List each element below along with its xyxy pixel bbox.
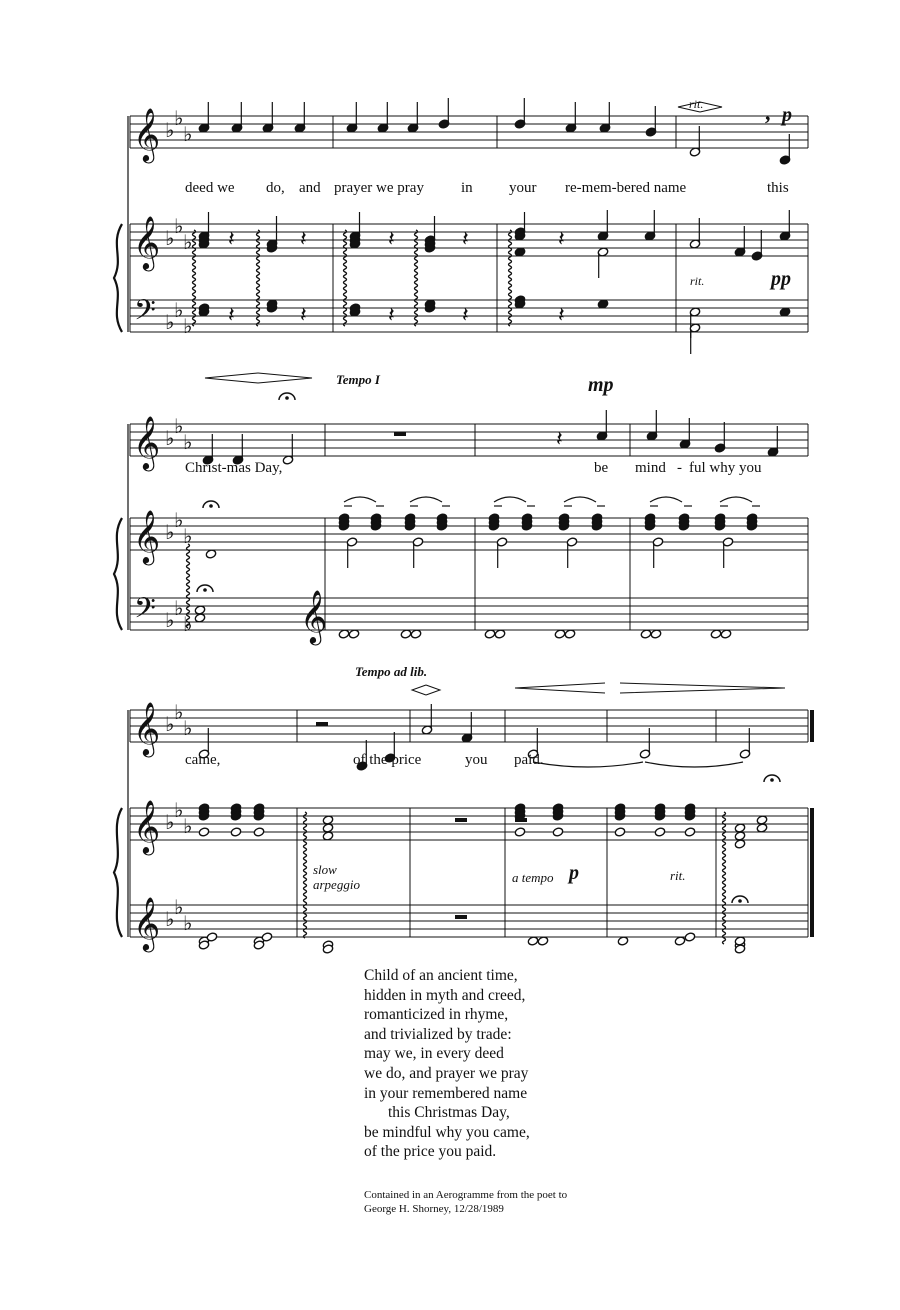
piano-brace	[114, 518, 122, 630]
rest: 𝄽	[462, 303, 469, 328]
decrescendo-hairpin	[426, 685, 440, 695]
source-note	[364, 1188, 567, 1216]
tie	[645, 762, 743, 767]
arpeggio-sign	[415, 230, 418, 326]
performance-direction: arpeggio	[313, 877, 360, 892]
notehead	[654, 827, 665, 837]
dynamic-piano: p	[569, 862, 579, 884]
dynamic-mezzo-piano: mp	[588, 374, 614, 396]
poem-line: this Christmas Day,	[388, 1104, 510, 1122]
flat-sign: ♭	[183, 814, 193, 838]
rest: 𝄽	[228, 303, 235, 328]
crescendo-hairpin	[412, 685, 426, 695]
flat-sign: ♭	[174, 298, 184, 322]
poem-line: hidden in myth and creed,	[364, 986, 526, 1004]
lyric-syllable: -	[677, 460, 682, 476]
lyric-syllable: Christ-mas Day,	[185, 460, 283, 476]
treble-clef: 𝄞	[300, 589, 328, 643]
lyric-syllable: of the price	[353, 752, 422, 768]
whole-rest	[394, 432, 406, 436]
flat-sign: ♭	[165, 907, 175, 931]
whole-rest	[455, 818, 467, 822]
rest: 𝄽	[558, 227, 565, 252]
flat-sign: ♭	[183, 524, 193, 548]
piano-brace	[114, 224, 122, 332]
slur	[564, 497, 596, 502]
rest: 𝄽	[462, 227, 469, 252]
tempo-mark: Tempo I	[336, 372, 380, 387]
flat-sign: ♭	[165, 118, 175, 142]
ritardando-mark: rit.	[689, 97, 704, 111]
fermata-dot	[203, 588, 207, 592]
lyric-syllable: and	[299, 180, 321, 196]
performance-direction: slow	[313, 862, 337, 877]
flat-sign: ♭	[183, 430, 193, 454]
whole-rest	[515, 818, 527, 822]
treble-clef: 𝄞	[133, 701, 161, 755]
ritardando-mark: rit.	[670, 868, 686, 883]
flat-sign: ♭	[183, 122, 193, 146]
lyric-syllable: be	[594, 460, 609, 476]
arpeggio-sign	[257, 230, 260, 326]
lyric-syllable: do,	[266, 180, 285, 196]
tie	[533, 762, 643, 767]
lyric-syllable: came,	[185, 752, 221, 768]
dynamic-piano: p	[782, 104, 792, 126]
source-note-line: Contained in an Aerogramme from the poet to	[364, 1189, 568, 1201]
treble-clef: 𝄞	[133, 509, 161, 563]
notehead	[614, 827, 625, 837]
breath-mark: ,	[765, 100, 771, 125]
notehead	[684, 932, 695, 942]
lyric-syllable: prayer we pray	[334, 180, 424, 196]
poem-line: of the price you paid.	[364, 1143, 497, 1161]
lyric-syllable: paid.	[514, 752, 544, 768]
flat-sign: ♭	[174, 700, 184, 724]
flat-sign: ♭	[174, 596, 184, 620]
treble-clef: 𝄞	[133, 107, 161, 161]
notehead	[514, 827, 525, 837]
poem-line: romanticized in rhyme,	[364, 1006, 509, 1024]
a-tempo-mark: a tempo	[512, 870, 554, 885]
tempo-mark: Tempo ad lib.	[355, 664, 428, 679]
poem-line: in your remembered name	[364, 1084, 528, 1102]
notehead	[198, 827, 209, 837]
poem-line: be mindful why you came,	[364, 1123, 530, 1141]
flat-sign: ♭	[165, 608, 175, 632]
rest: 𝄽	[300, 303, 307, 328]
poem-line: Child of an ancient time,	[364, 967, 518, 984]
poem-text	[364, 966, 530, 1162]
poem-line: may we, in every deed	[364, 1045, 504, 1063]
flat-sign: ♭	[174, 106, 184, 130]
bass-clef: 𝄢	[134, 294, 156, 334]
fermata-dot	[770, 778, 774, 782]
notehead	[253, 827, 264, 837]
slur	[410, 497, 442, 502]
rest: 𝄽	[558, 303, 565, 328]
flat-sign: ♭	[183, 911, 193, 935]
flat-sign: ♭	[165, 520, 175, 544]
whole-rest	[455, 915, 467, 919]
poem-line: and trivialized by trade:	[364, 1025, 512, 1043]
source-note-line: George H. Shorney, 12/28/1989	[364, 1203, 504, 1215]
lyric-syllable: this	[767, 180, 789, 196]
treble-clef: 𝄞	[133, 215, 161, 269]
slur	[720, 497, 752, 502]
arpeggio-sign	[344, 230, 347, 326]
flat-sign: ♭	[183, 612, 193, 636]
fermata-dot	[209, 504, 213, 508]
flat-sign: ♭	[165, 810, 175, 834]
crescendo-hairpin	[515, 683, 605, 693]
lyric-syllable: deed we	[185, 180, 235, 196]
flat-sign: ♭	[165, 310, 175, 334]
treble-clef: 𝄞	[133, 896, 161, 950]
bass-clef: 𝄢	[134, 592, 156, 632]
treble-clef: 𝄞	[133, 799, 161, 853]
rest: 𝄽	[388, 303, 395, 328]
notehead	[230, 827, 241, 837]
rest: 𝄽	[228, 227, 235, 252]
arpeggio-sign	[509, 230, 512, 326]
flat-sign: ♭	[183, 716, 193, 740]
flat-sign: ♭	[174, 798, 184, 822]
decrescendo-hairpin	[258, 373, 312, 383]
flat-sign: ♭	[174, 508, 184, 532]
lyric-syllable: in	[461, 180, 473, 196]
slur	[344, 497, 376, 502]
lyric-syllable: ful why you	[689, 460, 762, 476]
arpeggio-sign	[304, 812, 307, 938]
flat-sign: ♭	[174, 895, 184, 919]
flat-sign: ♭	[174, 414, 184, 438]
ritardando-mark: rit.	[690, 274, 705, 288]
lyric-syllable: you	[465, 752, 488, 768]
fermata-dot	[738, 899, 742, 903]
fermata-dot	[285, 396, 289, 400]
slur	[494, 497, 526, 502]
piano-brace	[114, 808, 122, 937]
poem-line: we do, and prayer we pray	[364, 1064, 529, 1082]
rest: 𝄽	[388, 227, 395, 252]
arpeggio-sign	[193, 230, 196, 326]
rest: 𝄽	[300, 227, 307, 252]
lyric-syllable: mind	[635, 460, 666, 476]
flat-sign: ♭	[165, 712, 175, 736]
treble-clef: 𝄞	[133, 415, 161, 469]
flat-sign: ♭	[165, 426, 175, 450]
whole-rest	[316, 722, 328, 726]
lyric-syllable: re-mem-bered name	[565, 180, 687, 196]
flat-sign: ♭	[183, 230, 193, 254]
flat-sign: ♭	[183, 314, 193, 338]
notehead	[552, 827, 563, 837]
dynamic-pianissimo: pp	[771, 268, 791, 290]
slur	[650, 497, 682, 502]
flat-sign: ♭	[165, 226, 175, 250]
lyric-syllable: your	[509, 180, 537, 196]
crescendo-hairpin	[205, 373, 258, 383]
rest: 𝄽	[556, 427, 563, 452]
flat-sign: ♭	[174, 214, 184, 238]
notehead	[684, 827, 695, 837]
decrescendo-hairpin	[620, 683, 785, 693]
